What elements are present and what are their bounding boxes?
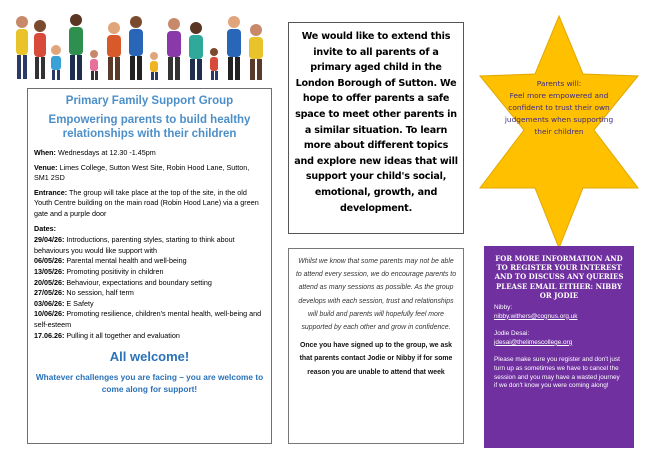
star-heading: Parents will: <box>536 79 582 88</box>
attendance-panel <box>288 248 464 444</box>
date-topic: Behaviour, expectations and boundary setting <box>66 277 212 287</box>
dates-list <box>34 235 265 341</box>
date-topic: Pulling it all together and evaluation <box>66 330 180 340</box>
contact-panel <box>484 246 634 448</box>
date-topic: Parental mental health and well-being <box>66 256 187 266</box>
date-label: 13/05/26: <box>34 266 65 276</box>
dates-label: Dates: <box>34 223 56 233</box>
group-subtitle: Empowering parents to build healthy relationships with their children <box>48 114 251 140</box>
date-label: 03/06/26: <box>34 298 65 308</box>
group-title: Primary Family Support Group <box>65 95 234 107</box>
invite-panel <box>288 22 464 234</box>
venue-value: Limes College, Sutton West Site, Robin Hood Lane, Sutton, SM1 2SD <box>34 162 250 183</box>
date-label: 17.06.26: <box>34 330 65 340</box>
date-label: 20/05/26: <box>34 277 65 287</box>
closing-message: Whatever challenges you are facing – you are welcome to come along for support! <box>35 372 264 395</box>
welcome-heading: All welcome! <box>109 349 190 365</box>
star-body: Feel more empowered and confident to trust their own judgements when supporting their children <box>504 91 614 136</box>
date-label: 27/05/26: <box>34 288 65 298</box>
date-row <box>34 331 265 342</box>
date-row <box>34 278 265 289</box>
jodie-label: Jodie Desai: <box>494 330 530 338</box>
date-topic: Promoting resilience, children's mental health, well-being and self-esteem <box>34 309 262 329</box>
date-topic: E Safety <box>66 298 94 308</box>
family-illustration <box>12 10 270 90</box>
date-topic: Promoting positivity in children <box>66 266 164 276</box>
contact-title: FOR MORE INFORMATION AND TO REGISTER YOUR INTEREST AND TO DISCUSS ANY QUERIES PLEASE EMAIL EITHER: NIBBY OR JODIE <box>494 254 624 300</box>
invite-text: We would like to extend this invite to all parents of a primary aged child in the London Borough of Sutton. We hope to offer parents a safe space to meet other parents in a similar situation. To learn more about different topics and explore new ideas that will support your child's social, emotional, growth, and development. <box>294 31 458 214</box>
venue-line <box>34 163 265 184</box>
when-value: Wednesdays at 12.30 -1.45pm <box>57 148 156 157</box>
entrance-label: Entrance: <box>34 187 68 197</box>
date-row <box>34 299 265 310</box>
date-row <box>34 288 265 299</box>
contact-request: Once you have signed up to the group, we ask that parents contact Jodie or Nibby if for some reason you are unable to attend that week <box>299 342 453 376</box>
attendance-note: Whilst we know that some parents may not be able to attend every session, we do encourage parents to attend as many sessions as possible. As the group develops with each session, trust and relationships will build and parents will hopefully feel more supported by each other and grow in confidence. <box>295 258 457 332</box>
date-row <box>34 309 265 330</box>
date-row <box>34 235 265 256</box>
group-info-panel <box>27 88 272 444</box>
nibby-label: Nibby: <box>494 304 513 312</box>
date-label: 10/06/26: <box>34 309 65 319</box>
venue-label: Venue: <box>34 162 58 172</box>
date-topic: Introductions, parenting styles, starting to think about behaviours you would like support with <box>34 235 235 255</box>
star-text <box>496 78 622 138</box>
date-row <box>34 256 265 267</box>
when-label: When: <box>34 148 56 157</box>
date-row <box>34 267 265 278</box>
when-line <box>34 148 265 159</box>
date-label: 29/04/26: <box>34 235 65 245</box>
family-figures <box>16 14 263 80</box>
jodie-email-link[interactable]: jdesai@thelimescollege.org <box>494 338 573 346</box>
entrance-line <box>34 188 265 220</box>
entrance-value: The group will take place at the top of the site, in the old Youth Centre building on the main road (Robin Hood Lane) via a green gate and a purple door <box>34 187 259 218</box>
registration-note: Please make sure you register and don't just turn up as sometimes we have to cancel the session and you may have a wasted journey if we don't know you were coming along! <box>494 356 620 390</box>
date-label: 06/05/26: <box>34 256 65 266</box>
date-topic: No session, half term <box>66 288 134 298</box>
nibby-email-link[interactable]: nibby.withers@cognus.org.uk <box>494 312 578 320</box>
